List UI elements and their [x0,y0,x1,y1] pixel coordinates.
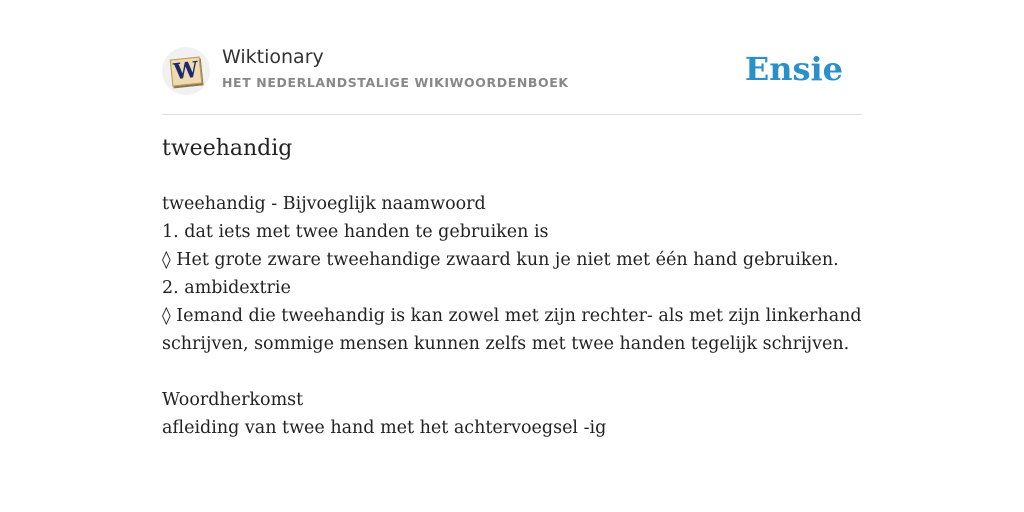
entry-content [162,190,862,442]
spacer [162,358,862,386]
example-1: ◊ Het grote zware tweehandige zwaard kun je niet met één hand gebruiken. [162,250,839,270]
etymology-text: afleiding van twee hand met het achtervoegsel -ig [162,418,607,438]
entry-heading: tweehandig - Bijvoeglijk naamwoord [162,194,486,214]
ensie-brand-link[interactable]: Ensie [744,50,843,88]
definition-1: 1. dat iets met twee handen te gebruiken is [162,222,549,242]
site-name[interactable]: Wiktionary [222,46,324,68]
etymology-heading: Woordherkomst [162,390,304,410]
wiktionary-logo-icon[interactable] [162,47,210,95]
site-tagline: HET NEDERLANDSTALIGE WIKIWOORDENBOEK [222,75,569,90]
example-2-line-2: schrijven, sommige mensen kunnen zelfs met twee handen tegelijk schrijven. [162,334,850,354]
logo-tile [170,57,203,87]
logo-glyph: W [172,56,200,86]
definition-2: 2. ambidextrie [162,278,291,298]
site-header [162,44,862,115]
example-2-line-1: ◊ Iemand die tweehandig is kan zowel met zijn rechter- als met zijn linkerhand [162,306,862,326]
page-title: tweehandig [162,136,293,161]
